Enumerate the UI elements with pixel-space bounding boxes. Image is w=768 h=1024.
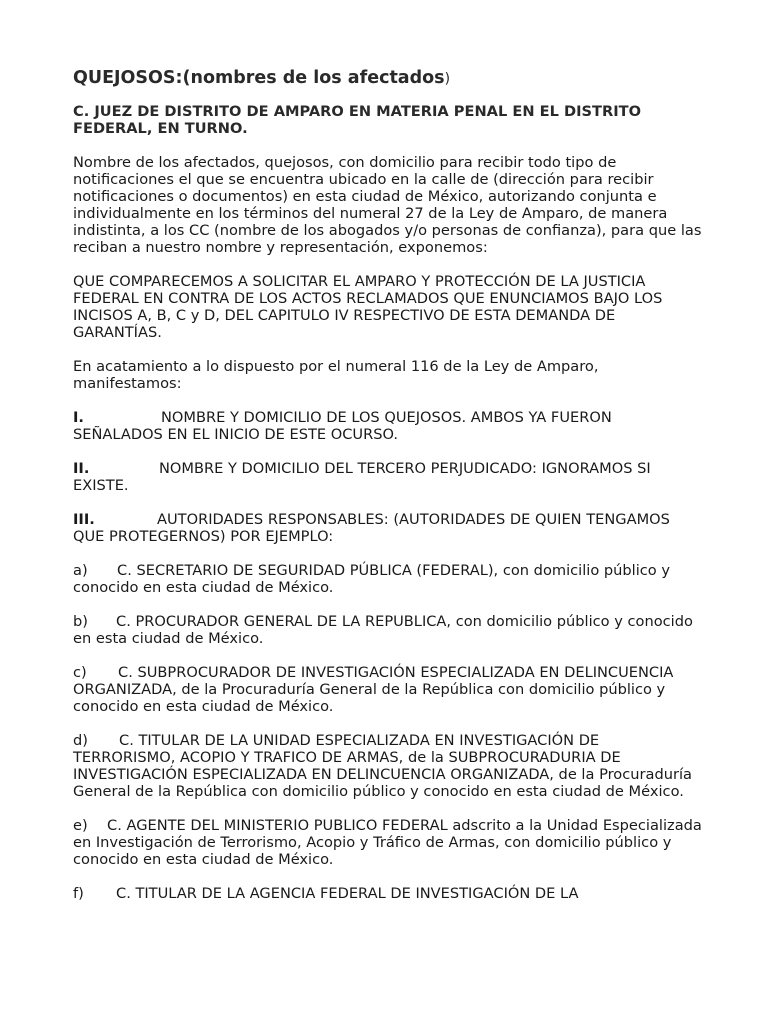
title-text: QUEJOSOS:(nombres de los afectados <box>73 68 445 88</box>
request-paragraph: QUE COMPARECEMOS A SOLICITAR EL AMPARO Y PROTECCIÓN DE LA JUSTICIA FEDERAL EN CONTRA DE LOS ACTOS RECLAMADOS QUE ENUNCIAMOS BAJO LOS INCISOS A, B, C y D, DEL CAPITULO IV RESPECTIVO DE ESTA DEMANDA DE GARANTÍAS. <box>73 273 663 341</box>
item-text: C. TITULAR DE LA AGENCIA FEDERAL DE INVESTIGACIÓN DE LA <box>116 885 579 902</box>
section-paragraph <box>73 409 702 443</box>
item-text: C. SUBPROCURADOR DE INVESTIGACIÓN ESPECIALIZADA EN DELINCUENCIA ORGANIZADA, de la Procuraduría General de la República con domicilio público y conocido en esta ciudad de México. <box>73 664 674 715</box>
title-paren: ) <box>444 71 451 87</box>
section-paragraph <box>73 511 702 545</box>
item-text: C. AGENTE DEL MINISTERIO PUBLICO FEDERAL adscrito a la Unidad Especializada en Investigación de Terrorismo, Acopio y Tráfico de Armas, con domicilio público y conocido en esta ciudad de México. <box>73 817 702 868</box>
section-text: NOMBRE Y DOMICILIO DE LOS QUEJOSOS. AMBOS YA FUERON SEÑALADOS EN EL INICIO DE ESTE OCURSO. <box>73 409 612 443</box>
item-letter: d) <box>73 732 88 749</box>
item-letter: e) <box>73 817 88 834</box>
authority-item <box>73 817 702 868</box>
item-letter: c) <box>73 664 87 681</box>
item-letter: a) <box>73 562 88 579</box>
section-number: III. <box>73 511 95 528</box>
document-title <box>73 68 702 89</box>
authority-item <box>73 613 702 647</box>
section-text: AUTORIDADES RESPONSABLES: (AUTORIDADES DE QUIEN TENGAMOS QUE PROTEGERNOS) POR EJEMPLO: <box>73 511 670 545</box>
item-letter: f) <box>73 885 84 902</box>
authority-item <box>73 664 702 715</box>
authority-item <box>73 732 702 800</box>
item-text: C. TITULAR DE LA UNIDAD ESPECIALIZADA EN INVESTIGACIÓN DE TERRORISMO, ACOPIO Y TRAFICO DE ARMAS, de la SUBPROCURADURIA DE INVESTIGACIÓN ESPECIALIZADA EN DELINCUENCIA ORGANIZADA, de la Procuraduría General de la República con domicilio público y conocido en esta ciudad de México. <box>73 732 692 800</box>
section-number: II. <box>73 460 90 477</box>
court-addressee: C. JUEZ DE DISTRITO DE AMPARO EN MATERIA PENAL EN EL DISTRITO FEDERAL, EN TURNO. <box>73 103 642 137</box>
authority-item <box>73 562 702 596</box>
item-letter: b) <box>73 613 88 630</box>
item-text: C. PROCURADOR GENERAL DE LA REPUBLICA, con domicilio público y conocido en esta ciudad de México. <box>73 613 693 647</box>
section-paragraph <box>73 460 702 494</box>
authority-item <box>73 885 702 902</box>
section-text: NOMBRE Y DOMICILIO DEL TERCERO PERJUDICADO: IGNORAMOS SI EXISTE. <box>73 460 651 494</box>
item-text: C. SECRETARIO DE SEGURIDAD PÚBLICA (FEDERAL), con domicilio público y conocido en esta ciudad de México. <box>73 562 671 596</box>
compliance-paragraph: En acatamiento a lo dispuesto por el numeral 116 de la Ley de Amparo, manifestamos: <box>73 358 599 392</box>
intro-paragraph: Nombre de los afectados, quejosos, con domicilio para recibir todo tipo de notificaciones el que se encuentra ubicado en la calle de (dirección para recibir notificaciones o documentos) en esta ciudad de México, autorizando conjunta e individualmente en los términos del numeral 27 de la Ley de Amparo, de manera indistinta, a los CC (nombre de los abogados y/o personas de confianza), para que las reciban a nuestro nombre y representación, exponemos: <box>73 154 702 256</box>
section-number: I. <box>73 409 84 426</box>
